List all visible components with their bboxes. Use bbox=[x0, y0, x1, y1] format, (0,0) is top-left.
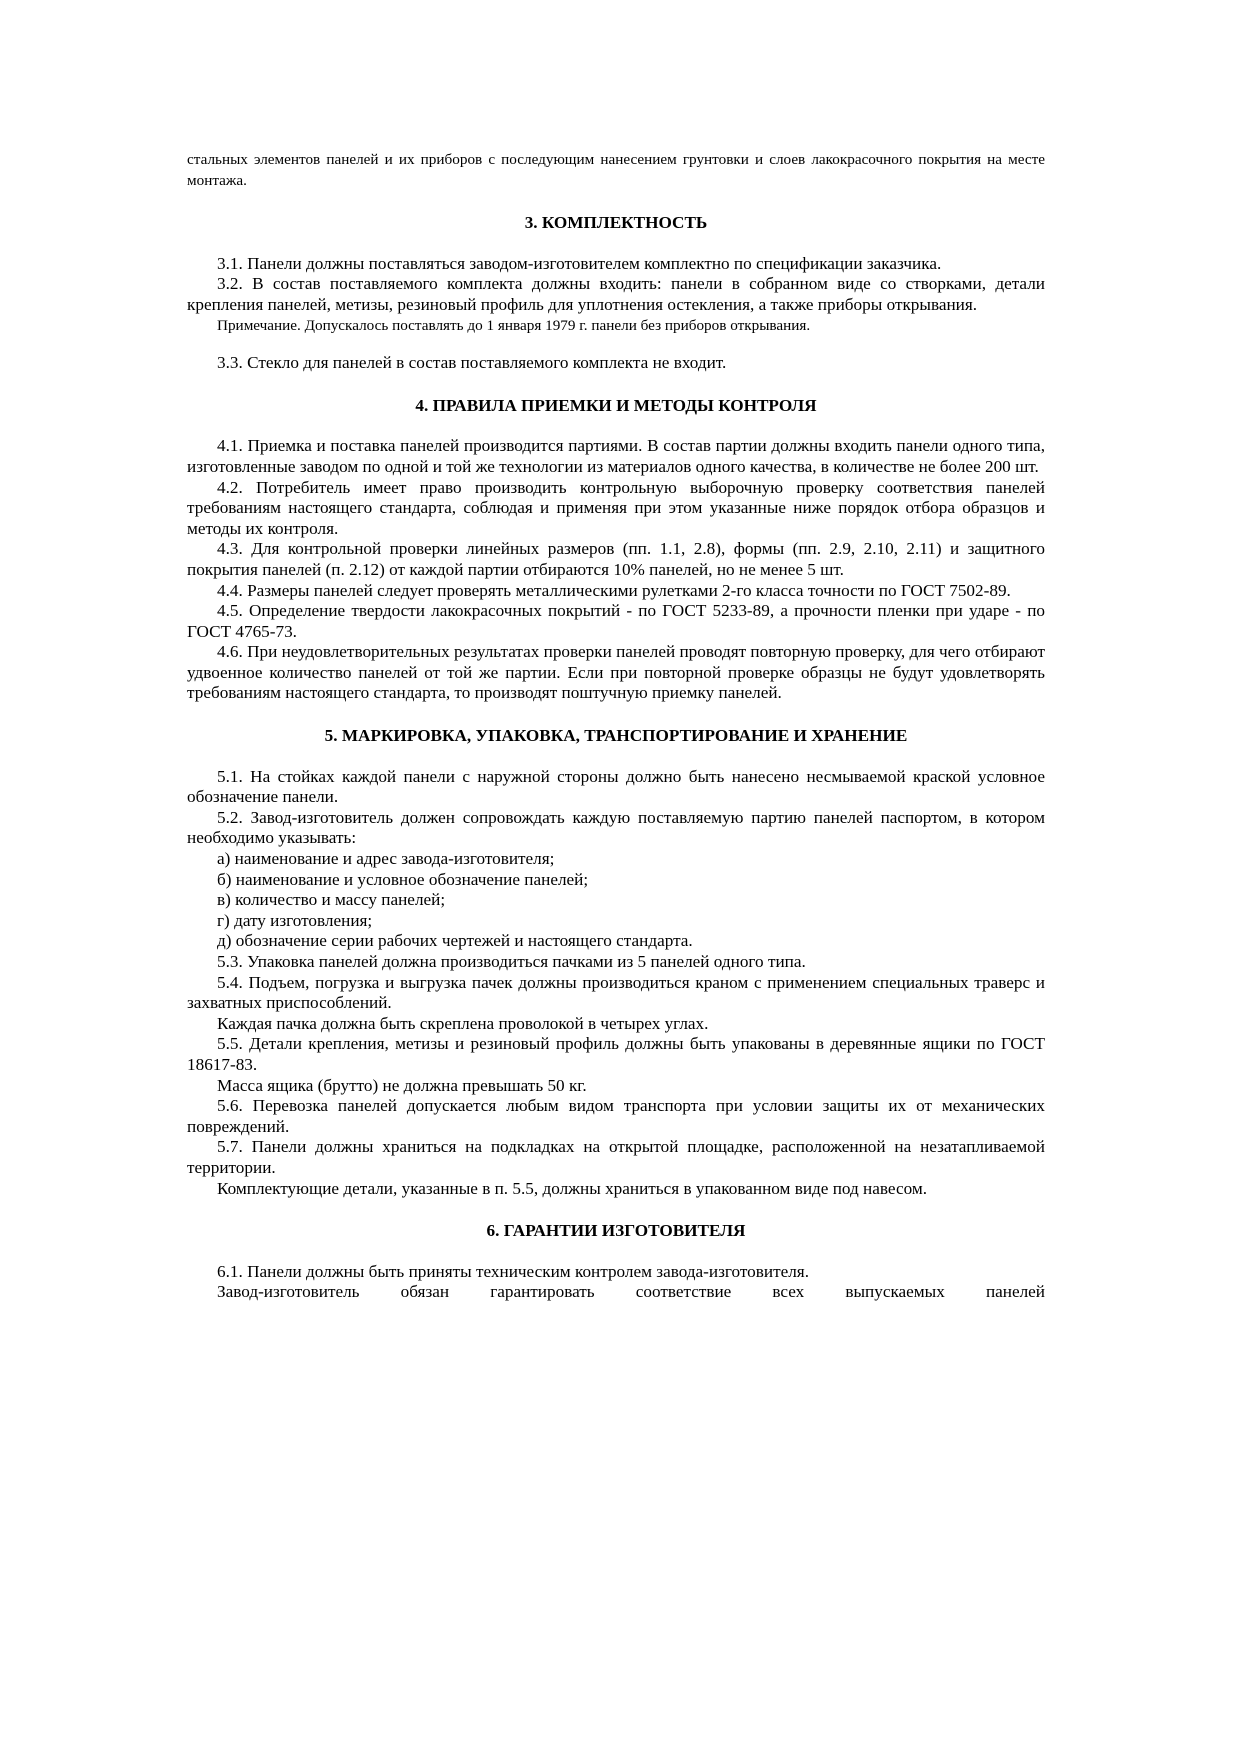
paragraph: 4.2. Потребитель имеет право производить контрольную выборочную проверку соответствия панелей требованиям настоящего стандарта, соблюдая и применяя при этом указанные ниже порядок отбора образцов и методы их контроля. bbox=[187, 477, 1045, 538]
section-4-heading: 4. ПРАВИЛА ПРИЕМКИ И МЕТОДЫ КОНТРОЛЯ bbox=[415, 395, 817, 415]
paragraph: 5.1. На стойках каждой панели с наружной стороны должно быть нанесено несмываемой краской условное обозначение панели. bbox=[187, 766, 1045, 807]
paragraph: 5.3. Упаковка панелей должна производиться пачками из 5 панелей одного типа. bbox=[217, 952, 806, 971]
paragraph-continued: Завод-изготовитель обязан гарантировать соответствие всех выпускаемых панелей bbox=[217, 1282, 1045, 1302]
list-item: а) наименование и адрес завода-изготовителя; bbox=[217, 849, 555, 869]
list-item: д) обозначение серии рабочих чертежей и настоящего стандарта. bbox=[217, 931, 693, 951]
paragraph: 5.2. Завод-изготовитель должен сопровождать каждую поставляемую партию панелей паспортом, в котором необходимо указывать: bbox=[187, 807, 1045, 848]
section-5-heading: 5. МАРКИРОВКА, УПАКОВКА, ТРАНСПОРТИРОВАНИЕ И ХРАНЕНИЕ bbox=[324, 726, 908, 746]
list-item: г) дату изготовления; bbox=[217, 910, 373, 930]
paragraph: 4.4. Размеры панелей следует проверять металлическими рулетками 2-го класса точности по ГОСТ 7502-89. bbox=[217, 580, 1011, 600]
paragraph: Комплектующие детали, указанные в п. 5.5, должны храниться в упакованном виде под навесом. bbox=[217, 1178, 928, 1198]
paragraph: Масса ящика (брутто) не должна превышать 50 кг. bbox=[217, 1075, 587, 1095]
paragraph: 5.6. Перевозка панелей допускается любым видом транспорта при условии защиты их от механических повреждений. bbox=[187, 1096, 1045, 1136]
paragraph: 5.7. Панели должны храниться на подкладках на открытой площадке, расположенной на незатапливаемой территории. bbox=[187, 1137, 1045, 1177]
list-item: б) наименование и условное обозначение панелей; bbox=[217, 869, 589, 889]
section-3-heading: 3. КОМПЛЕКТНОСТЬ bbox=[524, 213, 708, 233]
paragraph: 4.1. Приемка и поставка панелей производится партиями. В состав партии должны входить панели одного типа, изготовленные заводом по одной и той же технологии из материалов одного качества, в количестве не более 200 шт. bbox=[187, 436, 1045, 476]
paragraph: 5.5. Детали крепления, метизы и резиновый профиль должны быть упакованы в деревянные ящики по ГОСТ 18617-83. bbox=[187, 1034, 1045, 1074]
paragraph: 4.6. При неудовлетворительных результатах проверки панелей проводят повторную проверку, для чего отбирают удвоенное количество панелей от той же партии. Если при повторной проверке образцы не будут удовлетворять требованиям настоящего стандарта, то производят поштучную приемку панелей. bbox=[187, 642, 1045, 703]
paragraph-3-2: 3.2. В состав поставляемого комплекта должны входить: панели в собранном виде со створками, детали крепления панелей, метизы, резиновый профиль для уплотнения остекления, а также приборы открывания. bbox=[187, 274, 1045, 314]
paragraph: Каждая пачка должна быть скреплена проволокой в четырех углах. bbox=[217, 1013, 709, 1033]
section-6-heading: 6. ГАРАНТИИ ИЗГОТОВИТЕЛЯ bbox=[486, 1221, 746, 1241]
list-item: в) количество и массу панелей; bbox=[217, 890, 446, 910]
intro-paragraph: стальных элементов панелей и их приборов с последующим нанесением грунтовки и слоев лакокрасочного покрытия на месте монтажа. bbox=[187, 151, 1045, 189]
paragraph-3-3: 3.3. Стекло для панелей в состав поставляемого комплекта не входит. bbox=[217, 353, 727, 373]
note: Примечание. Допускалось поставлять до 1 января 1979 г. панели без приборов открывания. bbox=[217, 316, 811, 334]
paragraph-6-1: 6.1. Панели должны быть приняты техническим контролем завода-изготовителя. bbox=[217, 1261, 809, 1281]
document-page bbox=[187, 150, 1045, 1303]
paragraph: 4.5. Определение твердости лакокрасочных покрытий - по ГОСТ 5233-89, а прочности пленки при ударе - по ГОСТ 4765-73. bbox=[187, 601, 1045, 641]
paragraph: 5.4. Подъем, погрузка и выгрузка пачек должны производиться краном с применением специальных траверс и захватных приспособлений. bbox=[187, 972, 1045, 1013]
paragraph-3-1: 3.1. Панели должны поставляться заводом-изготовителем комплектно по спецификации заказчика. bbox=[217, 253, 942, 273]
paragraph: 4.3. Для контрольной проверки линейных размеров (пп. 1.1, 2.8), формы (пп. 2.9, 2.10, 2.11) и защитного покрытия панелей (п. 2.12) от каждой партии отбираются 10% панелей, но не менее 5 шт. bbox=[187, 539, 1045, 579]
